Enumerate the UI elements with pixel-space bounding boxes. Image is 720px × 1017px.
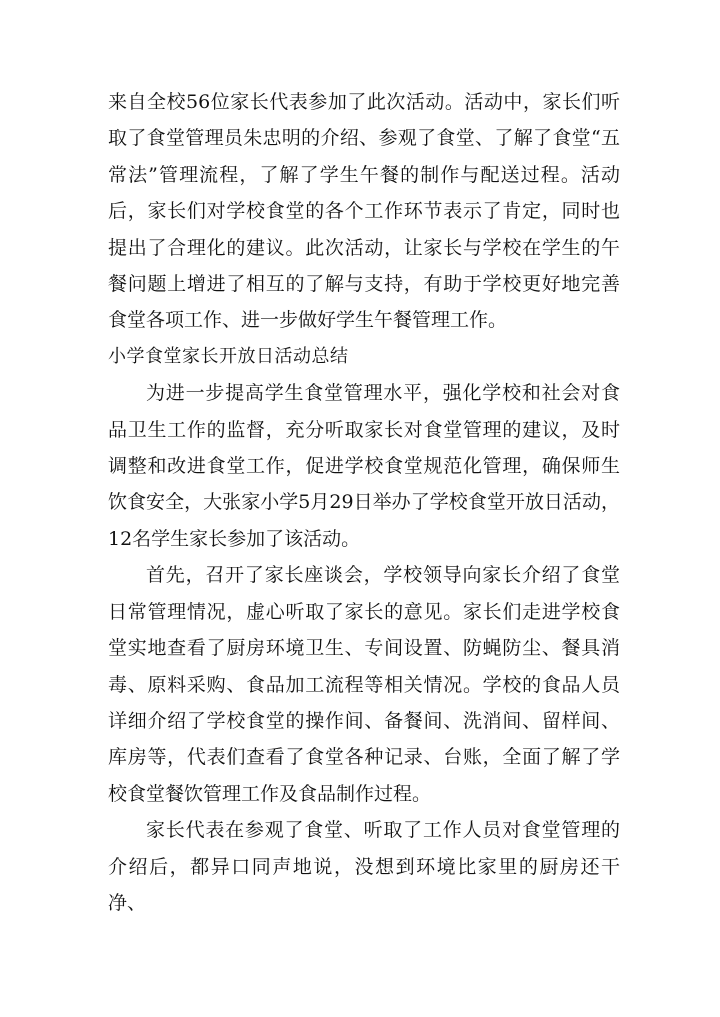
paragraph-intro-continuation: 来自全校56位家长代表参加了此次活动。活动中，家长们听取了食堂管理员朱忠明的介绍、参观了食堂、了解了食堂“五常法”管理流程，了解了学生午餐的制作与配送过程。活动后，家长们对学校食堂的各个工作环节表示了肯定，同时也提出了合理化的建议。此次活动，让家长与学校在学生的午餐问题上增进了相互的了解与支持，有助于学校更好地完善食堂各项工作、进一步做好学生午餐管理工作。 <box>108 91 620 332</box>
paragraph-meeting: 首先，召开了家长座谈会，学校领导向家长介绍了食堂日常管理情况，虚心听取了家长的意见。家长们走进学校食堂实地查看了厨房环境卫生、专间设置、防蝇防尘、餐具消毒、原料采购、食品加工流程等相关情况。学校的食品人员详细介绍了学校食堂的操作间、备餐间、洗消间、留样间、库房等，代表们查看了食堂各种记录、台账，全面了解了学校食堂餐饮管理工作及食品制作过程。 <box>108 564 620 805</box>
section-heading: 小学食堂家长开放日活动总结 <box>108 345 349 367</box>
paragraph-purpose: 为进一步提高学生食堂管理水平，强化学校和社会对食品卫生工作的监督，充分听取家长对食堂管理的建议，及时调整和改进食堂工作，促进学校食堂规范化管理，确保师生饮食安全，大张家小学5月29日举办了学校食堂开放日活动，12名学生家长参加了该活动。 <box>108 382 620 550</box>
paragraph-feedback: 家长代表在参观了食堂、听取了工作人员对食堂管理的介绍后，都异口同声地说，没想到环境比家里的厨房还干净、 <box>108 819 620 914</box>
document-page <box>108 84 620 921</box>
